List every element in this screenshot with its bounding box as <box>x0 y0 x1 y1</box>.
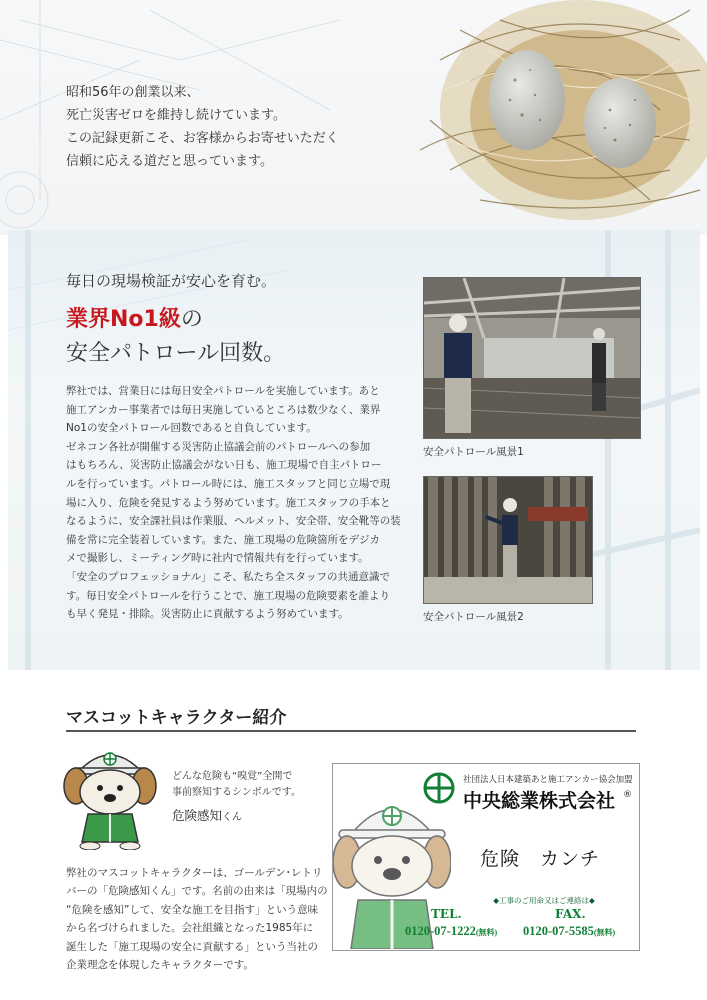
bird-nest-image <box>350 0 707 232</box>
patrol-headline <box>66 302 203 333</box>
body-line: す。毎日安全パトロールを行うことで、施工現場の危険要素を誰より <box>66 589 391 602</box>
patrol-body <box>66 382 416 624</box>
mascot-section-title: マスコットキャラクター紹介 <box>66 708 287 728</box>
body-line: ルを行っています。パトロール時には、施工スタッフと同じ立場で現 <box>66 477 391 490</box>
body-line: なるように、安全課社員は作業服、ヘルメット、安全帯、安全靴等の装 <box>66 515 401 528</box>
body-line: はもちろん、災害防止協議会がない日も、施工現場で自主パトロー <box>66 459 382 472</box>
body-line: 弊社では、営業日には毎日安全パトロールを実施しています。あと <box>66 385 380 397</box>
mascot-name-main: 危険感知 <box>172 808 223 823</box>
section-divider <box>66 730 636 732</box>
mascot-name-suffix: くん <box>222 812 243 823</box>
patrol-headline-line2: 安全パトロール回数。 <box>66 341 286 366</box>
mascot-body-line: 弊社のマスコットキャラクターは、ゴールデン･レトリ <box>66 867 323 879</box>
body-line: 備を常に完全装着しています。また、施工現場の危険箇所をデジカ <box>66 533 380 546</box>
headline-highlight: 業界No1級 <box>66 307 181 332</box>
mascot-body <box>66 864 328 974</box>
intro-line: 信頼に応える道だと思っています。 <box>66 154 273 169</box>
headline-suffix: の <box>180 307 203 332</box>
association-text: 社団法人日本建築あと施工アンカー協会加盟 <box>463 775 633 785</box>
fax-number <box>523 924 615 939</box>
patrol-photo-1 <box>423 277 641 439</box>
intro-text <box>66 81 339 173</box>
mascot-body-line: バーの「危険感知くん」です。名前の由来は「現場内の <box>66 885 328 898</box>
company-logo-icon <box>422 771 456 805</box>
intro-line: 昭和56年の創業以来、 <box>66 85 200 100</box>
company-name: 中央総業株式会社 <box>463 790 616 812</box>
body-line: メで撮影し、ミーティング時に社内で情報共有を行っています。 <box>66 552 369 565</box>
mascot-body-line: から名づけられました。会社組織となった1985年に <box>66 922 314 935</box>
registered-mark: ® <box>623 790 632 800</box>
intro-line: 死亡災害ゼロを維持し続けています。 <box>66 108 286 123</box>
tel-value: 0120-07-1222 <box>405 924 476 938</box>
mascot-card <box>332 763 640 951</box>
mascot-body-line: “危険を感知”して、安全な施工を目指す」という意味 <box>66 903 319 916</box>
body-line: No1の安全パトロール回数であると自負しています。 <box>66 422 317 435</box>
mascot-desc-line: 事前察知するシンボルです。 <box>172 787 301 798</box>
card-mascot-name: 危険 カンチ <box>480 848 601 870</box>
fax-label: FAX. <box>555 907 586 921</box>
mascot-character-image <box>60 742 160 850</box>
body-line: も早く発見・排除。災害防止に貢献するよう努めています。 <box>66 608 349 621</box>
mascot-description <box>172 769 301 801</box>
mascot-body-line: 企業理念を体現したキャラクターです。 <box>66 959 254 972</box>
fax-note: (無料) <box>593 928 616 937</box>
photo-2-caption: 安全パトロール風景2 <box>423 611 524 623</box>
body-line: ゼネコン各社が開催する災害防止協議会前のパトロールへの参加 <box>66 440 371 453</box>
body-line: 施工アンカー事業者では毎日実施しているところは数少なく、業界 <box>66 403 381 416</box>
tel-note: (無料) <box>475 928 498 937</box>
intro-line: この記録更新こそ、お客様からお寄せいただく <box>66 131 339 146</box>
fax-value: 0120-07-5585 <box>523 924 594 938</box>
photo-1-caption: 安全パトロール風景1 <box>423 446 524 458</box>
tel-label: TEL. <box>431 907 462 921</box>
contact-note: ◆工事のご用命又はご連絡は◆ <box>493 896 595 905</box>
mascot-desc-line: どんな危険も“嗅覚”全開で <box>172 771 293 782</box>
mascot-name <box>172 806 242 824</box>
body-line: 「安全のプロフェッショナル」こそ、私たち全スタッフの共通意識で <box>66 570 391 583</box>
body-line: 場に入り、危険を発見するよう努めています。施工スタッフの手本と <box>66 496 391 509</box>
tel-number <box>405 924 497 939</box>
patrol-lead: 毎日の現場検証が安心を育む。 <box>66 272 277 290</box>
patrol-photo-2 <box>423 476 593 604</box>
mascot-body-line: 誕生した「施工現場の安全に貢献する」という当社の <box>66 940 318 953</box>
